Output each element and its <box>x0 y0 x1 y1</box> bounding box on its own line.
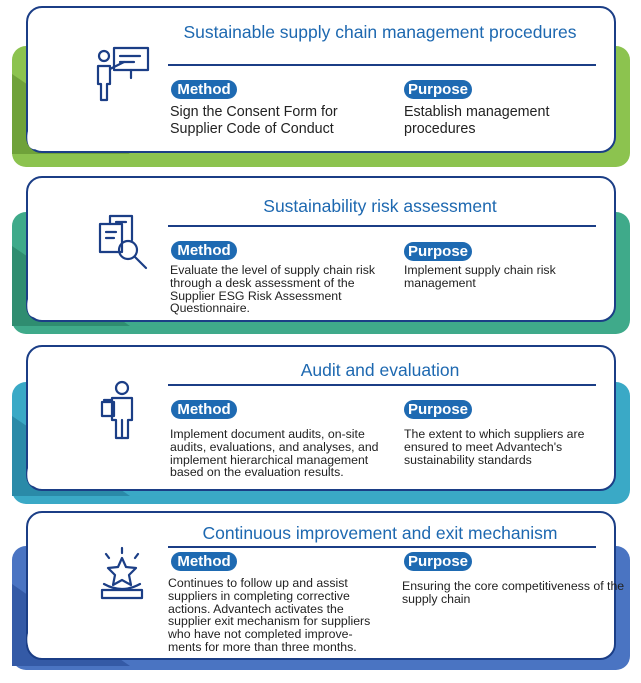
step-title: Audit and evaluation <box>300 360 460 380</box>
method-text: Continues to follow up and assist suppliers in completing corrective actions. Advantech activates the supplier exit mechanism for suppliers who have not completed improve-ments for more than three months. <box>168 576 371 654</box>
star-trophy-icon <box>90 544 154 608</box>
method-text: Sign the Consent Form for Supplier Code of Conduct <box>170 104 338 137</box>
method-badge: Method <box>171 552 237 571</box>
method-text: Implement document audits, on-site audits, evaluations, and analyses, and implement hierarchical management based on the evaluation results. <box>170 427 379 480</box>
purpose-badge: Purpose <box>404 80 472 99</box>
step-number: 03 <box>26 456 65 493</box>
purpose-text: Implement supply chain risk management <box>404 263 556 290</box>
method-badge: Method <box>171 241 237 260</box>
purpose-text: Ensuring the core competitiveness of the supply chain <box>402 579 625 606</box>
purpose-badge: Purpose <box>404 242 472 261</box>
method-badge: Method <box>171 80 237 99</box>
step-number: 04 <box>26 621 65 658</box>
step-title: Sustainable supply chain management procedures <box>183 22 577 42</box>
purpose-text: Establish management procedures <box>404 104 550 137</box>
step-title: Continuous improvement and exit mechanism <box>202 523 558 543</box>
step-title: Sustainability risk assessment <box>263 196 497 216</box>
method-badge: Method <box>171 400 237 419</box>
purpose-badge: Purpose <box>404 400 472 419</box>
step-number: 02 <box>26 287 65 324</box>
purpose-text: The extent to which suppliers are ensured to meet Advantech's sustainability standards <box>404 427 585 467</box>
purpose-badge: Purpose <box>404 552 472 571</box>
method-text: Evaluate the level of supply chain risk through a desk assessment of the Supplier ESG Risk Assessment Questionnaire. <box>170 263 376 316</box>
title-divider <box>168 546 596 548</box>
step-number: 01 <box>26 119 65 156</box>
